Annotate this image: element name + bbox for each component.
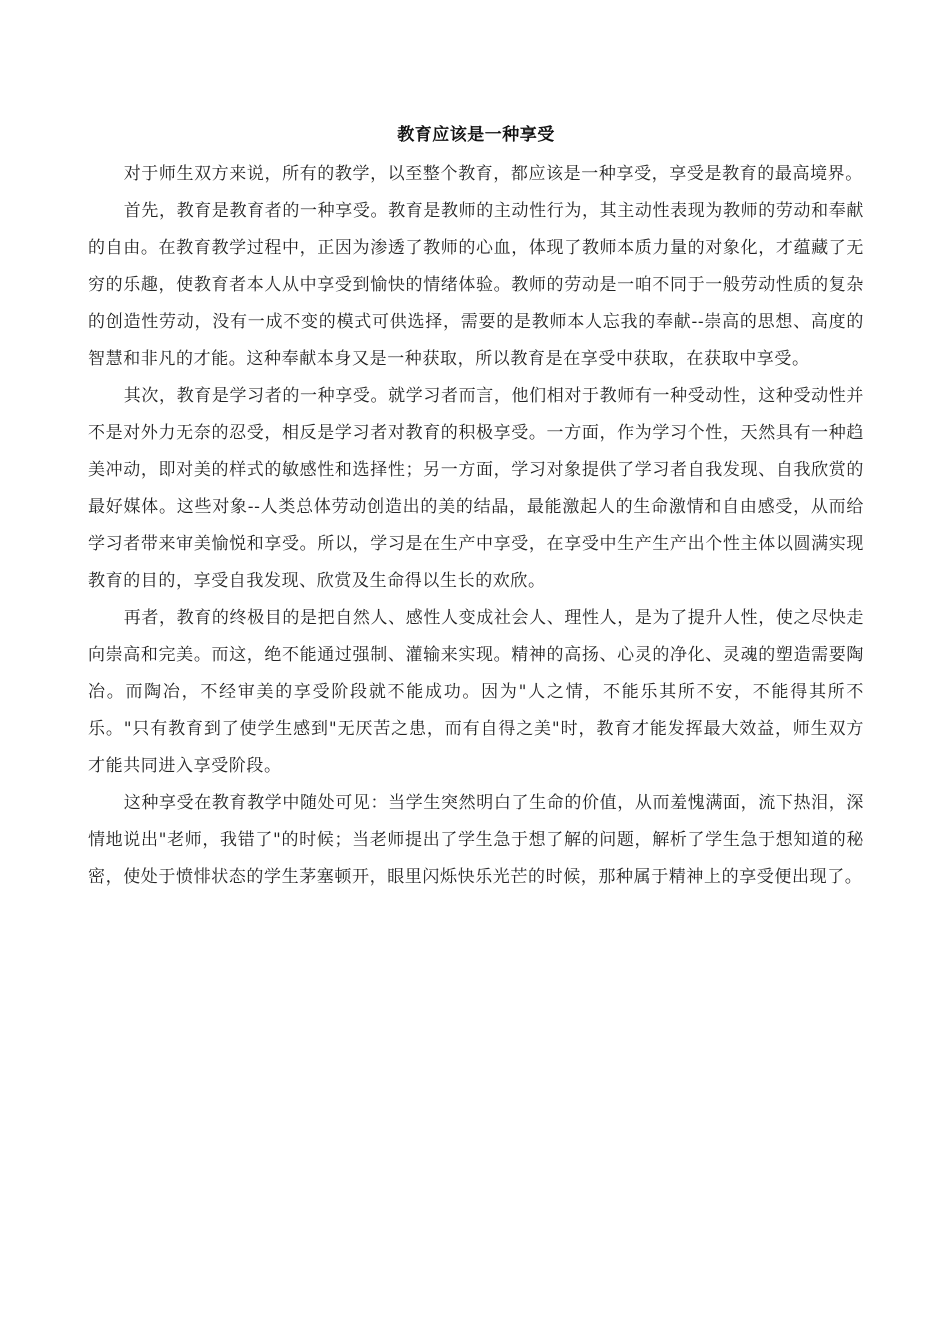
paragraph-teacher-enjoyment: 首先，教育是教育者的一种享受。教育是教师的主动性行为，其主动性表现为教师的劳动和奉献的自由。在教育教学过程中，正因为渗透了教师的心血，体现了教师本质力量的对象化，才蕴藏了无穷的乐趣，使教育者本人从中享受到愉快的情绪体验。教师的劳动是一咱不同于一般劳动性质的复杂的创造性劳动，没有一成不变的模式可供选择，需要的是教师本人忘我的奉献--崇高的思想、高度的智慧和非凡的才能。这种奉献本身又是一种获取，所以教育是在享受中获取，在获取中享受。: [88, 201, 864, 369]
paragraph-intro: 对于师生双方来说，所有的教学，以至整个教育，都应该是一种享受，享受是教育的最高境界。: [123, 164, 863, 184]
paragraph-examples: 这种享受在教育教学中随处可见：当学生突然明白了生命的价值，从而羞愧满面，流下热泪，深情地说出"老师，我错了"的时候；当老师提出了学生急于想了解的问题，解析了学生急于想知道的秘密，使处于愤悱状态的学生茅塞顿开，眼里闪烁快乐光芒的时候，那种属于精神上的享受便出现了。: [88, 793, 864, 887]
paragraph-learner-enjoyment: 其次，教育是学习者的一种享受。就学习者而言，他们相对于教师有一种受动性，这种受动性并不是对外力无奈的忍受，相反是学习者对教育的积极享受。一方面，作为学习个性，天然具有一种趋美冲动，即对美的样式的敏感性和选择性；另一方面，学习对象提供了学习者自我发现、自我欣赏的最好媒体。这些对象--人类总体劳动创造出的美的结晶，最能激起人的生命激情和自由感受，从而给学习者带来审美愉悦和享受。所以，学习是在生产中享受，在享受中生产生产出个性主体以圆满实现教育的目的，享受自我发现、欣赏及生命得以生长的欢欣。: [88, 386, 864, 591]
document-title: 教育应该是一种享受: [397, 125, 555, 145]
document-body: [88, 120, 864, 896]
paragraph-ultimate-goal: 再者，教育的终极目的是把自然人、感性人变成社会人、理性人，是为了提升人性，使之尽快走向崇高和完美。而这，绝不能通过强制、灌输来实现。精神的高扬、心灵的净化、灵魂的塑造需要陶冶。而陶冶，不经审美的享受阶段就不能成功。因为"人之情，不能乐其所不安，不能得其所不乐。"只有教育到了使学生感到"无厌苦之患，而有自得之美"时，教育才能发挥最大效益，师生双方才能共同进入享受阶段。: [88, 608, 864, 776]
